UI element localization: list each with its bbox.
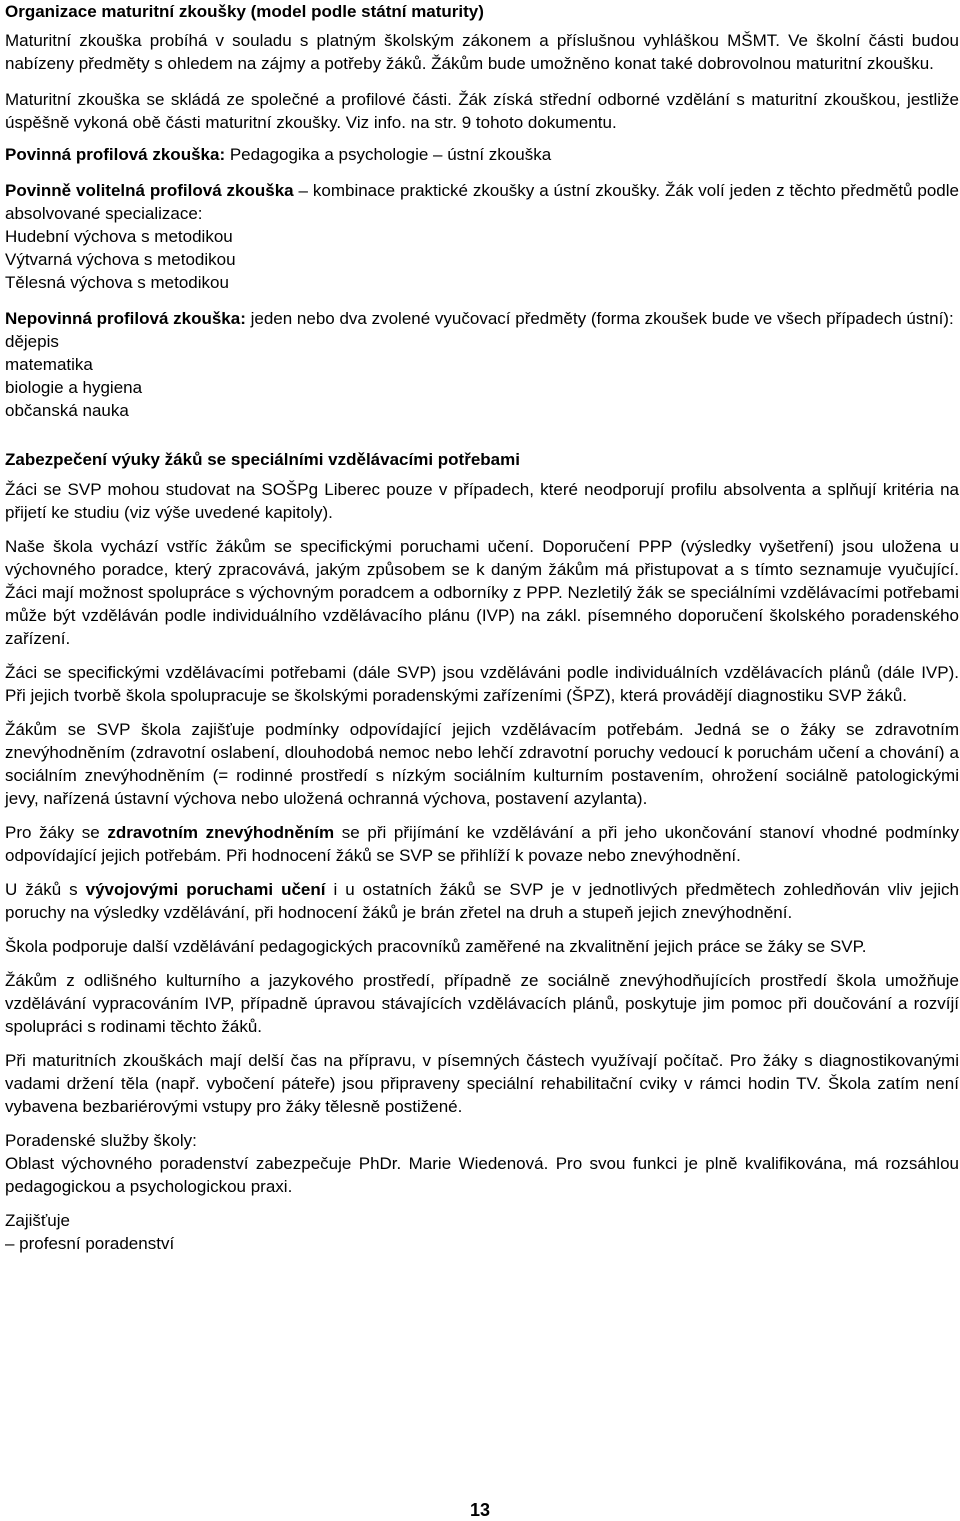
paragraph-text: Žáci se SVP mohou studovat na SOŠPg Liberec pouze v případech, které neodporují profilu absolventa a splňují kritéria na přijetí ke studiu (viz výše uvedené kapitoly). xyxy=(5,480,959,522)
list-item: občanská nauka xyxy=(5,401,129,420)
voluntary-exam-label: Nepovinná profilová zkouška: xyxy=(5,309,246,328)
provides-item xyxy=(5,1232,959,1255)
svp-paragraph-9 xyxy=(5,1049,959,1118)
paragraph-text: Žákům se SVP škola zajišťuje podmínky odpovídající jejich vzdělávacím potřebám. Jedná se o žáky se zdravotním znevýhodněním (zdravotní oslabení, dlouhodobá nemoc nebo lehčí zdravotní poruchy vedoucí k poruchám učení a chování) a sociálním znevýhodněním (= rodinné prostředí s nízkým sociálním kulturním postavením, ohrožení sociálně patologickými jevy, nařízená ústavní výchova nebo uložená ochranná výchova, postavení azylanta). xyxy=(5,720,959,808)
paragraph-text: Žákům z odlišného kulturního a jazykového prostředí, případně ze sociálně znevýhodňujících prostředí škola umožňuje vzdělávání vypracováním IVP, případně úpravou stávajících vzdělávacích plánů, poskytuje jim pomoc při doučování a rozvíjí spolupráci s rodinami těchto žáků. xyxy=(5,971,959,1036)
paragraph-text: i u ostatních žáků se SVP je v jednotlivých předmětech zohledňován vliv jejich poruchy na výsledky vzdělávání, při hodnocení žáků je brán zřetel na druh a stupeň jejich znevýhodnění. xyxy=(5,880,959,922)
page-number: 13 xyxy=(469,1500,491,1520)
voluntary-exam-paragraph xyxy=(5,307,959,330)
counseling-heading-text: Poradenské služby školy: xyxy=(5,1131,197,1150)
intro-text: Maturitní zkouška probíhá v souladu s platným školským zákonem a příslušnou vyhláškou MŠMT. Ve školní části budou nabízeny předměty s ohledem na zájmy a potřeby žáků. Žákům bude umožněno konat také dobrovolnou maturitní zkoušku. xyxy=(5,31,959,73)
provides-heading-text: Zajišťuje xyxy=(5,1211,70,1230)
optional-mandatory-label: Povinně volitelná profilová zkouška xyxy=(5,181,294,200)
emphasis-text: zdravotním znevýhodněním xyxy=(107,823,335,842)
list-item: Výtvarná výchova s metodikou xyxy=(5,250,236,269)
paragraph-text: Naše škola vychází vstříc žákům se specifickými poruchami učení. Doporučení PPP (výsledky vyšetření) jsou uložena u výchovného poradce, který zpracovává, jakým způsobem se k daným žákům má přistupovat a s tímto seznamuje vyučující. Žáci mají možnost spolupráce s výchovným poradcem a odborníky z PPP. Nezletilý žák se speciálními vzdělávacími potřebami může být vzděláván podle individuálního vzdělávacího plánu (IVP) na zákl. písemného doporučení školského poradenského zařízení. xyxy=(5,537,959,648)
counseling-heading xyxy=(5,1129,959,1152)
mandatory-exam-paragraph xyxy=(5,143,959,166)
structure-text: Maturitní zkouška se skládá ze společné a profilové části. Žák získá střední odborné vzdělání s maturitní zkouškou, jestliže úspěšně vykoná obě části maturitní zkoušky. Viz info. na str. 9 tohoto dokumentu. xyxy=(5,90,959,132)
paragraph-text: Škola podporuje další vzdělávání pedagogických pracovníků zaměřené na zkvalitnění jejich práce se žáky se SVP. xyxy=(5,937,867,956)
list-item: dějepis xyxy=(5,332,59,351)
intro-paragraph xyxy=(5,29,959,75)
paragraph-text: Žáci se specifickými vzdělávacími potřebami (dále SVP) jsou vzděláváni podle individuálních vzdělávacích plánů (dále IVP). Při jejich tvorbě škola spolupracuje se školskými poradenskými zařízeními (ŠPZ), která provádějí diagnostiku SVP žáků. xyxy=(5,663,959,705)
specialization-list xyxy=(5,225,959,294)
provides-heading xyxy=(5,1209,959,1232)
structure-paragraph xyxy=(5,88,959,134)
section-heading xyxy=(5,0,959,23)
paragraph-text: Pro žáky se xyxy=(5,823,108,842)
list-item: – profesní poradenství xyxy=(5,1234,175,1253)
optional-mandatory-text: – kombinace praktické zkoušky a ústní zkoušky. Žák volí jeden z těchto předmětů podle absolvované specializace: xyxy=(5,181,959,223)
svp-paragraph-5 xyxy=(5,821,959,867)
document-page xyxy=(5,0,959,1255)
list-item: Hudební výchova s metodikou xyxy=(5,227,233,246)
heading-text: Organizace maturitní zkoušky (model podle státní maturity) xyxy=(5,2,484,21)
emphasis-text: vývojovými poruchami učení xyxy=(85,880,326,899)
paragraph-text: U žáků s xyxy=(5,880,86,899)
mandatory-exam-label: Povinná profilová zkouška: xyxy=(5,145,226,164)
paragraph-text: Při maturitních zkouškách mají delší čas na přípravu, v písemných částech využívají počítač. Pro žáky s diagnostikovanými vadami držení těla (např. vybočení páteře) jsou připraveny speciální rehabilitační cviky v rámci hodin TV. Škola zatím není vybavena bezbariérovými vstupy pro žáky tělesně postižené. xyxy=(5,1051,959,1116)
svp-paragraph-8 xyxy=(5,969,959,1038)
voluntary-subject-list xyxy=(5,330,959,422)
svp-paragraph-7 xyxy=(5,935,959,958)
paragraph-text: se při přijímání ke vzdělávání a při jeho ukončování stanoví vhodné podmínky odpovídající jejich potřebám. Při hodnocení žáků se SVP se přihlíží k povaze nebo znevýhodnění. xyxy=(5,823,959,865)
mandatory-exam-text: Pedagogika a psychologie – ústní zkouška xyxy=(225,145,552,164)
voluntary-exam-text: jeden nebo dva zvolené vyučovací předměty (forma zkoušek bude ve všech případech ústní): xyxy=(245,309,954,328)
svp-paragraph-4 xyxy=(5,718,959,810)
optional-mandatory-paragraph xyxy=(5,179,959,225)
svp-paragraph-3 xyxy=(5,661,959,707)
list-item: biologie a hygiena xyxy=(5,378,143,397)
svp-paragraph-2 xyxy=(5,535,959,650)
list-item: Tělesná výchova s metodikou xyxy=(5,273,229,292)
svp-paragraph-6 xyxy=(5,878,959,924)
svp-section-heading xyxy=(5,448,959,471)
svp-paragraph-1 xyxy=(5,478,959,524)
list-item: matematika xyxy=(5,355,93,374)
counseling-paragraph xyxy=(5,1152,959,1198)
paragraph-text: Oblast výchovného poradenství zabezpečuje PhDr. Marie Wiedenová. Pro svou funkci je plně kvalifikována, má rozsáhlou pedagogickou a psychologickou praxi. xyxy=(5,1154,959,1196)
svp-heading-text: Zabezpečení výuky žáků se speciálními vzdělávacími potřebami xyxy=(5,450,520,469)
